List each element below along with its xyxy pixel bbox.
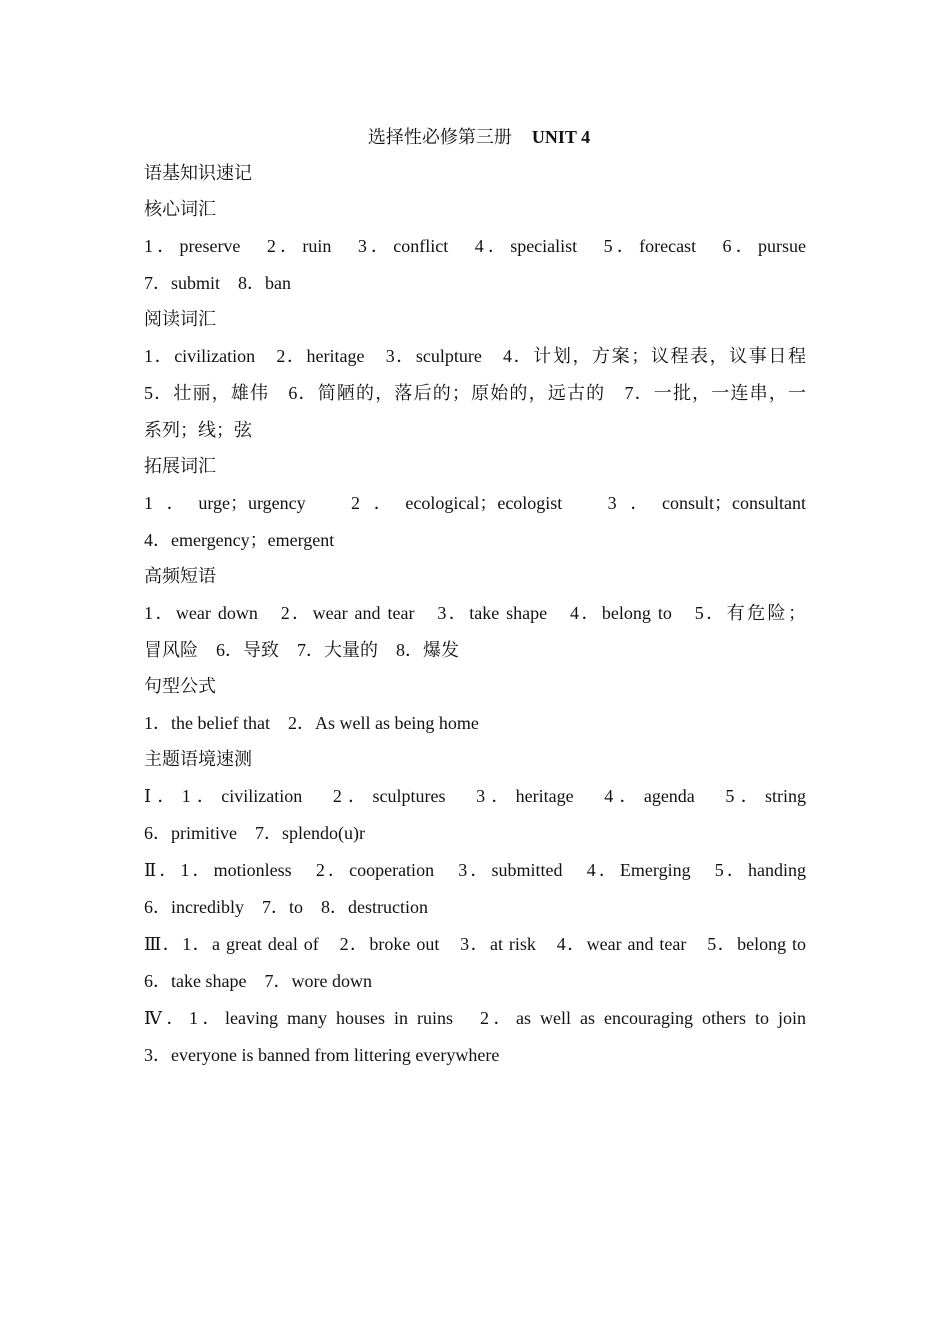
section-heading-context-test: 主题语境速测 bbox=[144, 749, 252, 770]
test-part-4-line-1: Ⅳ．1．leaving many houses in ruins 2．as well as encouraging others to join bbox=[144, 1008, 806, 1028]
section-heading-sentence-patterns: 句型公式 bbox=[144, 676, 216, 697]
document-page bbox=[144, 118, 806, 1074]
test-part-1-line-1: Ⅰ．1．civilization 2．sculptures 3．heritage 4．agenda 5．string bbox=[144, 786, 806, 806]
test-part-1-line-2: 6．primitive 7．splendo(u)r bbox=[144, 823, 365, 843]
extended-vocab-line-1: 1．urge；urgency 2．ecological；ecologist 3．consult；consultant bbox=[144, 493, 806, 513]
test-part-3-line-2: 6．take shape 7．wore down bbox=[144, 971, 372, 991]
title-chinese: 选择性必修第三册 bbox=[367, 127, 512, 148]
section-heading-basics: 语基知识速记 bbox=[144, 163, 252, 184]
reading-vocab-line-1: 1．civilization 2．heritage 3．sculpture 4．计划，方案；议程表，议事日程 bbox=[144, 346, 806, 366]
reading-vocab-line-2: 5．壮丽，雄伟 6．简陋的，落后的；原始的，远古的 7．一批，一连串，一 bbox=[144, 383, 806, 403]
test-part-2-line-2: 6．incredibly 7．to 8．destruction bbox=[144, 897, 428, 917]
section-heading-extended-vocab: 拓展词汇 bbox=[144, 456, 216, 477]
reading-vocab-line-3: 系列；线；弦 bbox=[144, 420, 252, 440]
test-part-3-line-1: Ⅲ．1．a great deal of 2．broke out 3．at risk 4．wear and tear 5．belong to bbox=[144, 934, 806, 954]
phrases-line-1: 1．wear down 2．wear and tear 3．take shape 4．belong to 5．有危险； bbox=[144, 603, 806, 623]
extended-vocab-line-2: 4．emergency；emergent bbox=[144, 530, 335, 550]
test-part-4-line-2: 3．everyone is banned from littering everywhere bbox=[144, 1045, 500, 1065]
phrases-line-2: 冒风险 6．导致 7．大量的 8．爆发 bbox=[144, 640, 459, 660]
section-heading-reading-vocab: 阅读词汇 bbox=[144, 309, 216, 330]
section-heading-phrases: 高频短语 bbox=[144, 566, 216, 587]
core-vocab-line-1: 1．preserve 2．ruin 3．conflict 4．specialist 5．forecast 6．pursue bbox=[144, 236, 806, 256]
section-heading-core-vocab: 核心词汇 bbox=[144, 199, 216, 220]
page-title bbox=[152, 118, 806, 156]
core-vocab-line-2: 7．submit 8．ban bbox=[144, 273, 291, 293]
test-part-2-line-1: Ⅱ．1．motionless 2．cooperation 3．submitted 4．Emerging 5．handing bbox=[144, 860, 806, 880]
sentence-patterns-line-1: 1．the belief that 2．As well as being home bbox=[144, 713, 479, 733]
title-unit: UNIT 4 bbox=[531, 127, 591, 147]
